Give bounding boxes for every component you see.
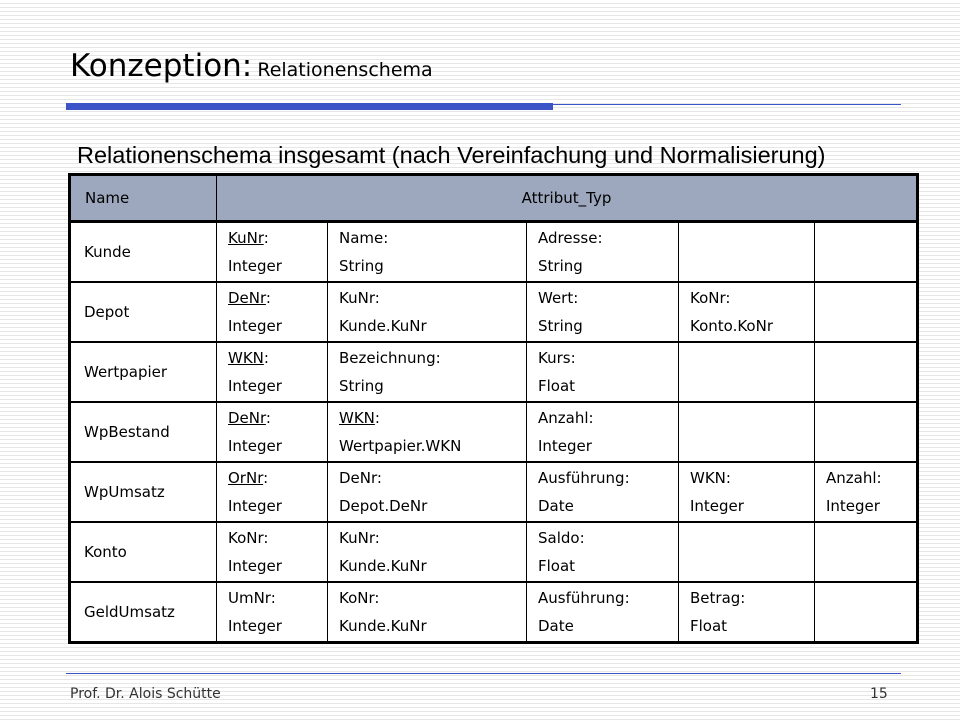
empty-cell <box>815 522 918 582</box>
attribute-type: Integer <box>228 497 282 515</box>
attribute-cell <box>679 462 815 522</box>
attribute-cell <box>217 402 328 462</box>
attribute-name: OrNr <box>228 469 264 487</box>
attribute-label: KuNr: <box>339 529 380 547</box>
attribute-name: DeNr <box>228 289 266 307</box>
attribute-label: Betrag: <box>690 589 746 607</box>
attribute-type: Integer <box>228 317 282 335</box>
relation-name: Wertpapier <box>70 342 217 402</box>
attribute-cell <box>527 222 679 283</box>
table-row <box>70 522 918 582</box>
attribute-type: Kunde.KuNr <box>339 317 427 335</box>
title-underline-thin <box>553 104 901 105</box>
footer-line <box>66 673 901 674</box>
attribute-label: Ausführung: <box>538 469 630 487</box>
attribute-type: Integer <box>826 497 880 515</box>
attribute-label: KuNr: <box>339 289 380 307</box>
attribute-label: KoNr: <box>690 289 731 307</box>
attribute-cell <box>328 522 527 582</box>
attribute-label: Name: <box>339 229 389 247</box>
attribute-type: Kunde.KuNr <box>339 557 427 575</box>
attribute-label: DeNr: <box>228 409 271 427</box>
attribute-label: KuNr: <box>228 229 269 247</box>
attribute-type: Depot.DeNr <box>339 497 428 515</box>
table-body <box>70 222 918 643</box>
attribute-name: Ausführung <box>538 469 625 487</box>
attribute-cell <box>527 522 679 582</box>
attribute-label: WKN: <box>228 349 269 367</box>
attribute-label: WKN: <box>339 409 380 427</box>
attribute-cell <box>217 522 328 582</box>
attribute-label: Wert: <box>538 289 579 307</box>
attribute-name: Kurs <box>538 349 571 367</box>
attribute-label: Saldo: <box>538 529 585 547</box>
attribute-label: Bezeichnung: <box>339 349 441 367</box>
attribute-name: KuNr <box>228 229 264 247</box>
attribute-type: Kunde.KuNr <box>339 617 427 635</box>
empty-cell <box>815 402 918 462</box>
attribute-name: Bezeichnung <box>339 349 436 367</box>
title-underline-thick <box>66 103 553 110</box>
attribute-type: Integer <box>228 437 282 455</box>
attribute-name: WKN <box>339 409 375 427</box>
attribute-cell <box>679 582 815 643</box>
attribute-type: Integer <box>690 497 744 515</box>
attribute-name: KuNr <box>339 289 375 307</box>
attribute-type: Konto.KoNr <box>690 317 773 335</box>
table-row <box>70 282 918 342</box>
header-name: Name <box>70 175 217 222</box>
attribute-type: String <box>538 257 583 275</box>
attribute-name: Wert <box>538 289 574 307</box>
attribute-type: Date <box>538 497 574 515</box>
attribute-name: Saldo <box>538 529 580 547</box>
attribute-type: Wertpapier.WKN <box>339 437 462 455</box>
attribute-label: DeNr: <box>339 469 382 487</box>
attribute-type: String <box>339 257 384 275</box>
attribute-name: KuNr <box>339 529 375 547</box>
attribute-cell <box>527 342 679 402</box>
empty-cell <box>815 282 918 342</box>
attribute-label: Adresse: <box>538 229 603 247</box>
relation-name: Depot <box>70 282 217 342</box>
attribute-cell <box>217 462 328 522</box>
empty-cell <box>679 342 815 402</box>
page-number: 15 <box>870 686 888 702</box>
header-attribut-typ: Attribut_Typ <box>217 175 918 222</box>
relation-name: WpBestand <box>70 402 217 462</box>
attribute-label: Anzahl: <box>538 409 594 427</box>
attribute-type: Integer <box>228 257 282 275</box>
relation-name: WpUmsatz <box>70 462 217 522</box>
empty-cell <box>815 342 918 402</box>
attribute-type: Date <box>538 617 574 635</box>
attribute-name: DeNr <box>228 409 266 427</box>
attribute-name: Betrag <box>690 589 741 607</box>
attribute-cell <box>217 342 328 402</box>
attribute-cell <box>527 462 679 522</box>
attribute-type: Integer <box>228 617 282 635</box>
empty-cell <box>679 222 815 283</box>
relation-name: Konto <box>70 522 217 582</box>
empty-cell <box>815 222 918 283</box>
attribute-cell <box>328 462 527 522</box>
attribute-cell <box>527 402 679 462</box>
relation-name: Kunde <box>70 222 217 283</box>
attribute-name: WKN <box>690 469 726 487</box>
attribute-cell <box>217 582 328 643</box>
table-row <box>70 462 918 522</box>
attribute-label: UmNr: <box>228 589 276 607</box>
attribute-name: WKN <box>228 349 264 367</box>
empty-cell <box>679 522 815 582</box>
attribute-label: WKN: <box>690 469 731 487</box>
slide-title <box>70 48 433 84</box>
attribute-name: Adresse <box>538 229 598 247</box>
attribute-name: DeNr <box>339 469 377 487</box>
attribute-cell <box>217 282 328 342</box>
empty-cell <box>815 582 918 643</box>
empty-cell <box>679 402 815 462</box>
attribute-cell <box>815 462 918 522</box>
attribute-cell <box>328 402 527 462</box>
attribute-label: KoNr: <box>228 529 269 547</box>
attribute-type: String <box>339 377 384 395</box>
table-row <box>70 222 918 283</box>
table-row <box>70 402 918 462</box>
attribute-label: Ausführung: <box>538 589 630 607</box>
attribute-label: Anzahl: <box>826 469 882 487</box>
title-sub: Relationenschema <box>257 59 433 81</box>
attribute-name: KoNr <box>690 289 726 307</box>
attribute-name: KoNr <box>339 589 375 607</box>
attribute-label: Kurs: <box>538 349 576 367</box>
relation-name: GeldUmsatz <box>84 603 175 621</box>
attribute-name: Anzahl <box>538 409 589 427</box>
relation-schema-table <box>68 173 919 644</box>
attribute-type: Integer <box>228 377 282 395</box>
attribute-type: Float <box>538 377 576 395</box>
slide-heading: Relationenschema insgesamt (nach Vereinfachung und Normalisierung) <box>77 142 826 168</box>
attribute-cell <box>328 282 527 342</box>
attribute-cell <box>328 582 527 643</box>
attribute-label: DeNr: <box>228 289 271 307</box>
attribute-type: Float <box>690 617 728 635</box>
attribute-type: Integer <box>228 557 282 575</box>
attribute-type: Float <box>538 557 576 575</box>
attribute-cell <box>328 222 527 283</box>
attribute-type: Integer <box>538 437 592 455</box>
footer-author: Prof. Dr. Alois Schütte <box>70 686 221 702</box>
title-main: Konzeption: <box>70 48 253 84</box>
attribute-cell <box>679 282 815 342</box>
attribute-type: String <box>538 317 583 335</box>
attribute-name: Ausführung <box>538 589 625 607</box>
attribute-name: UmNr <box>228 589 271 607</box>
attribute-name: Anzahl <box>826 469 877 487</box>
attribute-cell <box>217 222 328 283</box>
table-row <box>70 582 918 643</box>
attribute-name: KoNr <box>228 529 264 547</box>
attribute-cell <box>328 342 527 402</box>
attribute-cell <box>527 282 679 342</box>
table-header-row <box>70 175 918 222</box>
table-row <box>70 342 918 402</box>
attribute-cell <box>527 582 679 643</box>
attribute-label: OrNr: <box>228 469 269 487</box>
attribute-label: KoNr: <box>339 589 380 607</box>
attribute-name: Name <box>339 229 384 247</box>
